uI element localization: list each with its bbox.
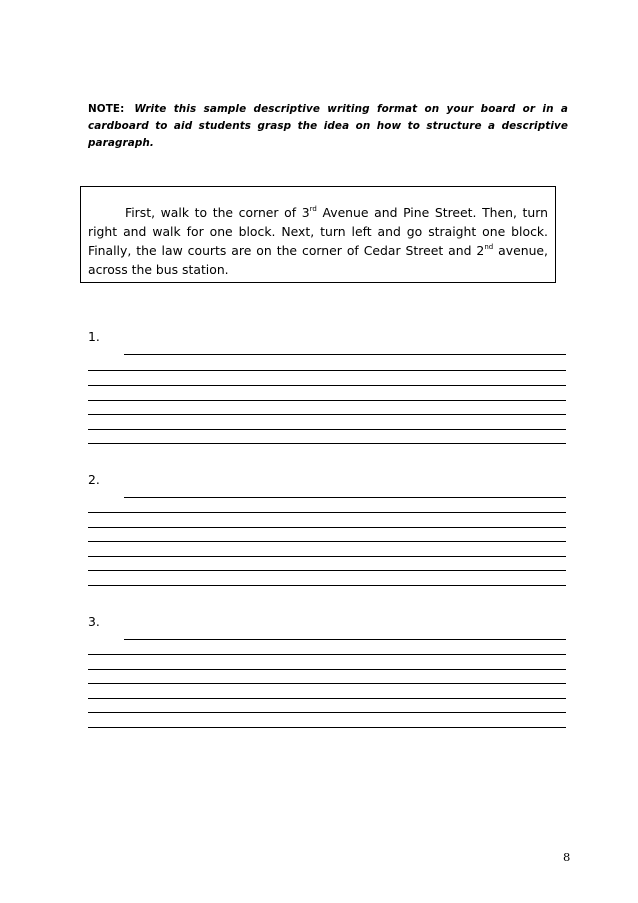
writing-line[interactable] [88, 570, 566, 571]
writing-line[interactable] [88, 585, 566, 586]
writing-line[interactable] [88, 527, 566, 528]
writing-line[interactable] [88, 556, 566, 557]
writing-line[interactable] [88, 385, 566, 386]
note-text: Write this sample descriptive writing format on your board or in a cardboard to aid students grasp the idea on how to structure a descriptive paragraph. [88, 103, 568, 149]
section-number: 2. [88, 472, 100, 487]
page-number: 8 [563, 850, 571, 864]
writing-line[interactable] [124, 354, 566, 355]
section-number: 3. [88, 614, 100, 629]
writing-line[interactable] [88, 400, 566, 401]
writing-section-1 [88, 330, 566, 445]
writing-line[interactable] [88, 683, 566, 684]
note-paragraph [88, 101, 568, 152]
writing-line[interactable] [124, 497, 566, 498]
sample-superscript-1: rd [309, 205, 317, 213]
sample-paragraph-box [80, 186, 556, 283]
writing-line[interactable] [88, 712, 566, 713]
section-number: 1. [88, 329, 100, 344]
writing-line[interactable] [88, 541, 566, 542]
sample-paragraph [88, 203, 548, 279]
writing-line[interactable] [88, 414, 566, 415]
writing-line[interactable] [88, 654, 566, 655]
writing-line[interactable] [88, 727, 566, 728]
sample-text-part-1: First, walk to the corner of 3 [125, 205, 310, 220]
writing-line[interactable] [88, 429, 566, 430]
sample-superscript-2: nd [484, 243, 494, 251]
writing-line[interactable] [88, 669, 566, 670]
writing-section-2 [88, 473, 566, 588]
sample-text-part-2: Avenue and Pine Street. Then, turn right and walk for one block. Next, turn left and go straight one block. Finally, the law courts are on the corner of Cedar Street and 2 [88, 205, 549, 258]
writing-line[interactable] [124, 639, 566, 640]
writing-line[interactable] [88, 370, 566, 371]
writing-line[interactable] [88, 512, 566, 513]
writing-line[interactable] [88, 698, 566, 699]
sample-text-part-3: avenue, across the bus station. [88, 243, 548, 277]
writing-line[interactable] [88, 443, 566, 444]
note-label: NOTE: [88, 103, 125, 115]
writing-section-3 [88, 615, 566, 730]
